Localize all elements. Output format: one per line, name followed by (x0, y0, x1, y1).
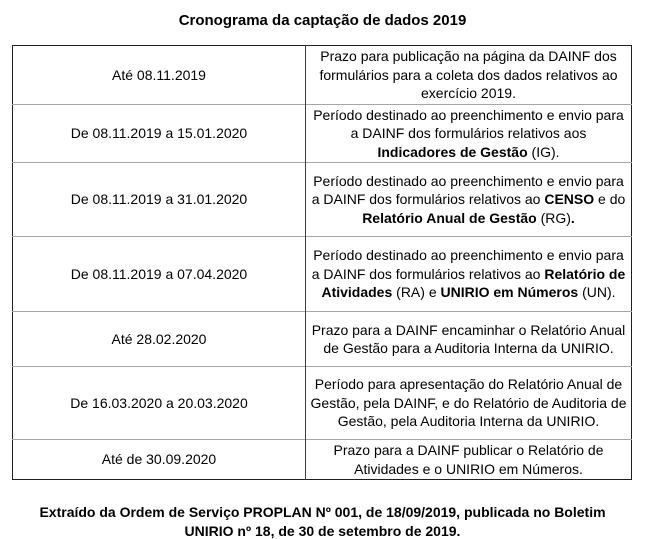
description-cell: Prazo para a DAINF encaminhar o Relatório Anual de Gestão para a Auditoria Interna da UNIRIO. (306, 312, 632, 367)
description-cell: Período destinado ao preenchimento e envio para a DAINF dos formulários relativos ao Relatório de Atividades (RA) e UNIRIO em Números (UN). (306, 237, 632, 312)
table-row (13, 237, 632, 312)
table-row (13, 104, 632, 163)
period-cell: Até 28.02.2020 (13, 312, 306, 367)
period-cell: De 16.03.2020 a 20.03.2020 (13, 367, 306, 440)
table-row (13, 440, 632, 480)
period-cell: De 08.11.2019 a 15.01.2020 (13, 104, 306, 163)
period-cell: Até 08.11.2019 (112, 66, 206, 83)
period-cell: De 08.11.2019 a 07.04.2020 (13, 237, 306, 312)
description-cell: Período para apresentação do Relatório Anual de Gestão, pela DAINF, e do Relatório de Auditoria de Gestão, pela Auditoria Interna da UNIRIO. (306, 367, 632, 440)
period-cell: Até de 30.09.2020 (13, 440, 306, 480)
schedule-table-body (13, 46, 632, 480)
table-row (13, 163, 632, 237)
source-note: Extraído da Ordem de Serviço PROPLAN Nº 001, de 18/09/2019, publicada no Boletim UNIRIO nº 18, de 30 de setembro de 2019. (39, 504, 606, 539)
description-cell: Prazo para a DAINF publicar o Relatório de Atividades e o UNIRIO em Números. (306, 440, 632, 480)
table-row (13, 367, 632, 440)
period-cell: De 08.11.2019 a 31.01.2020 (13, 163, 306, 237)
table-row (13, 46, 632, 105)
table-row (13, 312, 632, 367)
description-cell: Prazo para publicação na página da DAINF dos formulários para a coleta dos dados relativos ao exercício 2019. (306, 46, 632, 105)
description-cell: Período destinado ao preenchimento e envio para a DAINF dos formulários relativos ao CENSO e do Relatório Anual de Gestão (RG). (306, 163, 632, 237)
description-cell: Período destinado ao preenchimento e envio para a DAINF dos formulários relativos aos Indicadores de Gestão (IG). (306, 104, 632, 163)
schedule-table (12, 45, 632, 480)
page-title: Cronograma da captação de dados 2019 (178, 12, 467, 29)
